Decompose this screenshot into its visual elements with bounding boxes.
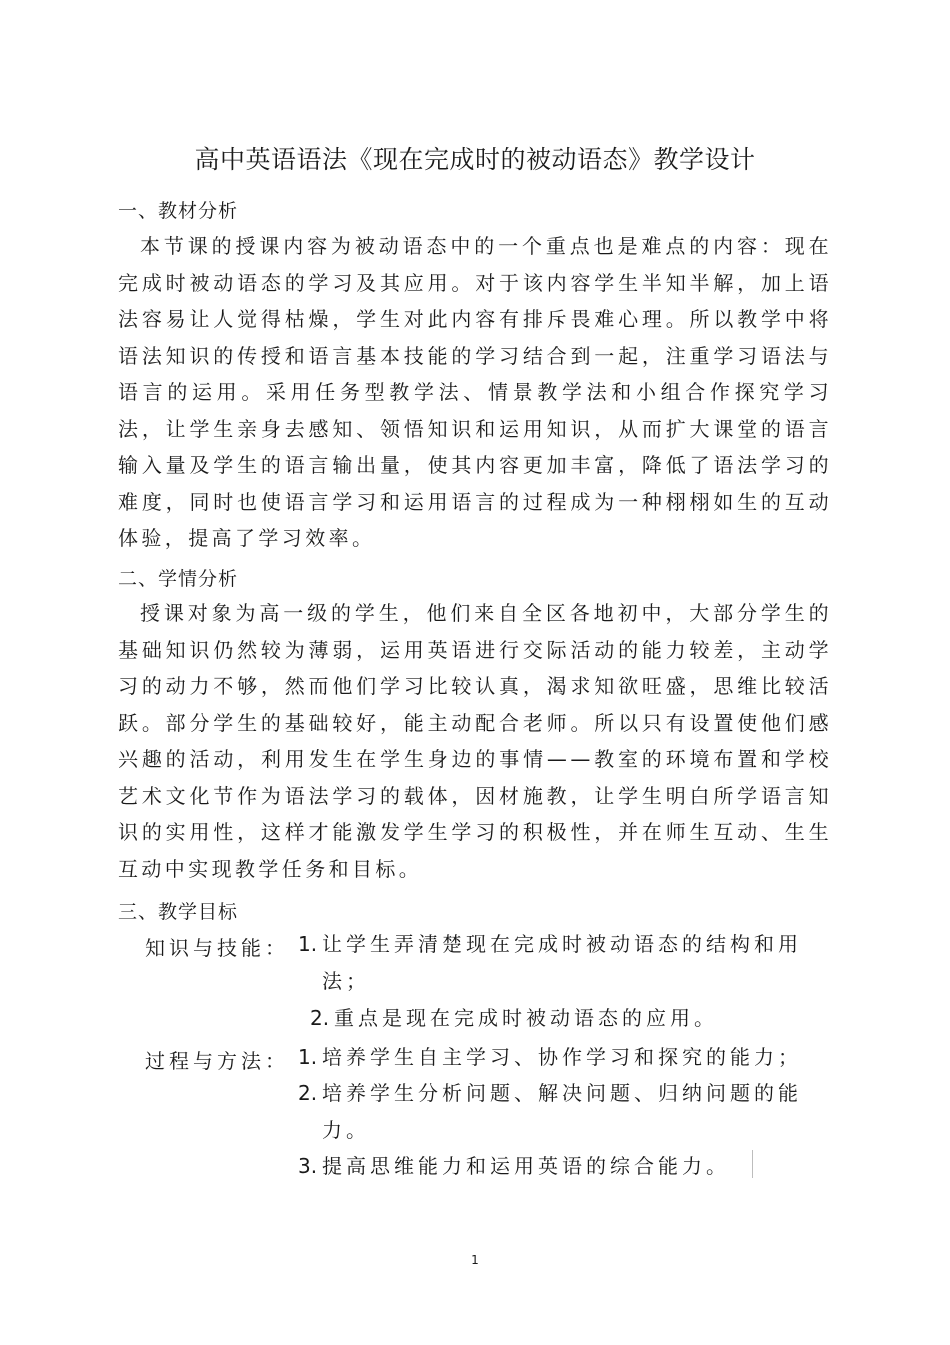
objective-item-text: 重点是现在完成时被动语态的应用。 [334, 1006, 718, 1030]
objective-item-text: 提高思维能力和运用英语的综合能力。 [322, 1154, 730, 1178]
objective-item-text-continued: 力。 [322, 1117, 370, 1142]
document-title: 高中英语语法《现在完成时的被动语态》教学设计 [194, 145, 756, 174]
objective-item [298, 1039, 833, 1076]
page-number: 1 [471, 1253, 479, 1267]
objective-item-number: 2. [310, 1006, 330, 1030]
objective-item [310, 1000, 845, 1037]
text-cursor-mark [752, 1150, 753, 1178]
objective-item-number: 2. [298, 1081, 318, 1105]
objective-item-number: 1. [298, 932, 318, 956]
objective-item-number: 1. [298, 1045, 318, 1069]
objective-item-text-continued: 法； [322, 968, 370, 993]
section-heading-textbook-analysis: 一、教材分析 [118, 200, 239, 222]
objective-item-number: 3. [298, 1154, 318, 1178]
objective-item-text: 培养学生分析问题、解决问题、归纳问题的能 [322, 1081, 802, 1105]
section-heading-student-analysis: 二、学情分析 [118, 568, 239, 590]
objective-item [298, 926, 833, 999]
objective-label-process-methods: 过程与方法： [145, 1049, 289, 1073]
section-heading-teaching-objectives: 三、教学目标 [118, 901, 239, 923]
objective-label-knowledge-skills: 知识与技能： [145, 936, 289, 960]
objective-item [298, 1075, 833, 1148]
section-paragraph-textbook-analysis: 本节课的授课内容为被动语态中的一个重点也是难点的内容：现在完成时被动语态的学习及其应用。对于该内容学生半知半解，加上语法容易让人觉得枯燥，学生对此内容有排斥畏难心理。所以教学中将语法知识的传授和语言基本技能的学习结合到一起，注重学习语法与语言的运用。采用任务型教学法、情景教学法和小组合作探究学习法，让学生亲身去感知、领悟知识和运用知识，从而扩大课堂的语言输入量及学生的语言输出量，使其内容更加丰富，降低了语法学习的难度，同时也使语言学习和运用语言的过程成为一种栩栩如生的互动体验，提高了学习效率。 [118, 234, 832, 550]
objective-item-text: 让学生弄清楚现在完成时被动语态的结构和用 [322, 932, 802, 956]
objective-item-text: 培养学生自主学习、协作学习和探究的能力； [322, 1045, 802, 1069]
section-paragraph-student-analysis: 授课对象为高一级的学生，他们来自全区各地初中，大部分学生的基础知识仍然较为薄弱，运用英语进行交际活动的能力较差，主动学习的动力不够，然而他们学习比较认真，渴求知欲旺盛，思维比较活跃。部分学生的基础较好，能主动配合老师。所以只有设置使他们感兴趣的活动，利用发生在学生身边的事情——教室的环境布置和学校艺术文化节作为语法学习的载体，因材施教，让学生明白所学语言知识的实用性，这样才能激发学生学习的积极性，并在师生互动、生生互动中实现教学任务和目标。 [118, 601, 832, 881]
